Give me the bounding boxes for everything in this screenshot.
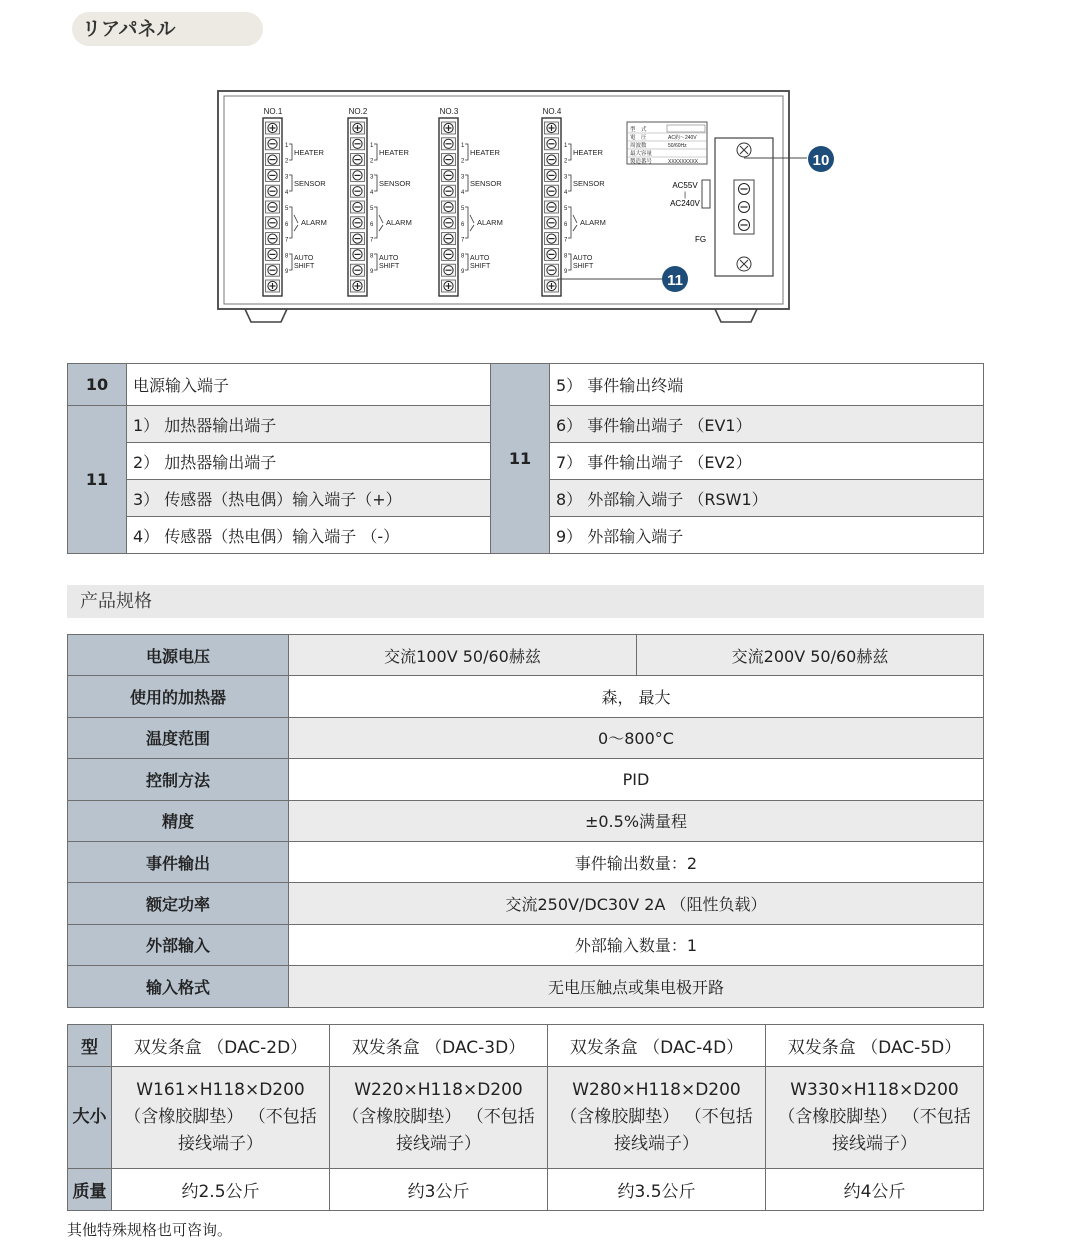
size-note-end: 接线端子） (178, 1134, 263, 1154)
terminal-item-6: 6） 事件输出端子 （EV1） (550, 406, 984, 443)
section-title: リアパネル (72, 12, 263, 46)
voltage-sep: | (684, 192, 686, 199)
spec-value: 事件输出数量：2 (289, 841, 984, 882)
auto-label: AUTO (379, 255, 399, 262)
size-note-end: 接线端子） (614, 1134, 699, 1154)
pin-number: 3 (370, 174, 374, 181)
nameplate-value: AC約～240V (668, 135, 697, 141)
pin-number: 4 (285, 190, 289, 197)
pin-number: 6 (285, 221, 289, 228)
spec-label: 额定功率 (68, 883, 289, 924)
terminal-item-4: 4） 传感器（热电偶）输入端子 （-） (127, 517, 491, 554)
spec-value: 森， 最大 (289, 676, 984, 717)
spec-value: PID (289, 759, 984, 800)
pin-number: 9 (285, 269, 289, 276)
pin-number: 2 (461, 158, 465, 165)
pin-number: 5 (370, 206, 374, 212)
pin-number: 1 (461, 142, 465, 149)
model-mass-label: 质量 (68, 1169, 112, 1211)
pin-number: 3 (564, 174, 568, 181)
size-dims: W220×H118×D200 (354, 1080, 523, 1100)
heater-label: HEATER (294, 148, 324, 157)
power-terminal-block (715, 138, 773, 276)
auto-label: AUTO (470, 255, 490, 262)
pin-number: 6 (564, 221, 568, 228)
rear-panel-diagram (215, 88, 845, 328)
size-note: （含橡胶脚垫） （不包括 (560, 1107, 753, 1127)
voltage-bottom: AC240V (670, 199, 700, 208)
pin-number: 7 (564, 237, 568, 244)
spec-value: 交流200V 50/60赫兹 (637, 635, 984, 676)
shift-label: SHIFT (573, 263, 594, 270)
pin-number: 6 (370, 221, 374, 228)
fg-label: FG (695, 235, 707, 244)
spec-value: 无电压触点或集电极开路 (289, 966, 984, 1007)
heater-label: HEATER (470, 148, 500, 157)
model-name: 双发条盒 （DAC-2D） (112, 1025, 330, 1067)
spec-label: 事件输出 (68, 841, 289, 882)
model-table (67, 1024, 984, 1211)
terminal-item-8: 8） 外部输入端子 （RSW1） (550, 480, 984, 517)
terminal-item-1: 1） 加热器输出端子 (127, 406, 491, 443)
terminal-item-2: 2） 加热器输出端子 (127, 443, 491, 480)
spec-table (67, 634, 984, 1008)
spec-label: 温度范围 (68, 717, 289, 758)
terminal-item-5: 5） 事件输出终端 (550, 364, 984, 406)
channel-label: NO.4 (542, 107, 562, 116)
heater-label: HEATER (379, 148, 409, 157)
model-mass: 约3公斤 (330, 1169, 548, 1211)
spec-section-title: 产品规格 (67, 585, 984, 618)
pin-number: 9 (370, 269, 374, 276)
nameplate-field: 電 圧 (630, 135, 647, 141)
nameplate-value: XXXXXXXXX (668, 159, 699, 165)
alarm-label: ALARM (301, 218, 327, 227)
spec-label: 控制方法 (68, 759, 289, 800)
footnote: 其他特殊规格也可咨询。 (67, 1221, 233, 1239)
model-size (548, 1067, 766, 1169)
alarm-label: ALARM (386, 218, 412, 227)
spec-value: 外部输入数量：1 (289, 924, 984, 965)
terminal-group-number-left: 11 (68, 406, 127, 554)
model-type-label: 型 (68, 1025, 112, 1067)
size-note: （含橡胶脚垫） （不包括 (778, 1107, 971, 1127)
model-name: 双发条盒 （DAC-3D） (330, 1025, 548, 1067)
pin-number: 2 (564, 158, 568, 165)
model-mass: 约4公斤 (766, 1169, 984, 1211)
model-name: 双发条盒 （DAC-4D） (548, 1025, 766, 1067)
nameplate (627, 122, 707, 165)
pin-number: 5 (564, 206, 568, 212)
model-name: 双发条盒 （DAC-5D） (766, 1025, 984, 1067)
model-size (330, 1067, 548, 1169)
pin-number: 8 (285, 253, 289, 260)
spec-value: ±0.5%满量程 (289, 800, 984, 841)
nameplate-field: 製造番号 (630, 159, 653, 165)
pin-number: 6 (461, 221, 465, 228)
size-note: （含橡胶脚垫） （不包括 (124, 1107, 317, 1127)
size-note-end: 接线端子） (396, 1134, 481, 1154)
power-terminal-label: 电源输入端子 (127, 364, 491, 406)
spec-label: 电源电压 (68, 635, 289, 676)
pin-number: 3 (285, 174, 289, 181)
model-size (112, 1067, 330, 1169)
pin-number: 5 (285, 206, 289, 212)
pin-number: 1 (370, 142, 374, 149)
heater-label: HEATER (573, 148, 603, 157)
pin-number: 2 (285, 158, 289, 165)
channel-label: NO.2 (348, 107, 368, 116)
model-mass: 约3.5公斤 (548, 1169, 766, 1211)
spec-value: 交流100V 50/60赫兹 (289, 635, 637, 676)
pin-number: 8 (370, 253, 374, 260)
pin-number: 1 (285, 142, 289, 149)
model-size-label: 大小 (68, 1067, 112, 1169)
spec-label: 使用的加热器 (68, 676, 289, 717)
pin-number: 1 (564, 142, 568, 149)
spec-value: 交流250V/DC30V 2A （阻性负载） (289, 883, 984, 924)
spec-value: 0～800°C (289, 717, 984, 758)
spec-label: 输入格式 (68, 966, 289, 1007)
sensor-label: SENSOR (573, 179, 605, 188)
pin-number: 4 (564, 190, 568, 197)
pin-number: 7 (285, 237, 289, 244)
pin-number: 3 (461, 174, 465, 181)
pin-number: 5 (461, 206, 465, 212)
pin-number: 4 (370, 190, 374, 197)
nameplate-field: 最大容量 (630, 151, 653, 157)
terminal-item-3: 3） 传感器（热电偶）输入端子（+） (127, 480, 491, 517)
size-dims: W280×H118×D200 (572, 1080, 741, 1100)
terminal-table (67, 363, 984, 554)
pin-number: 7 (461, 237, 465, 244)
auto-label: AUTO (573, 255, 593, 262)
shift-label: SHIFT (470, 263, 491, 270)
spec-label: 精度 (68, 800, 289, 841)
nameplate-field: 周波数 (630, 143, 647, 149)
size-dims: W161×H118×D200 (136, 1080, 305, 1100)
pin-number: 4 (461, 190, 465, 197)
terminal-group-number: 11 (491, 364, 550, 554)
sensor-label: SENSOR (470, 179, 502, 188)
terminal-item-7: 7） 事件输出端子 （EV2） (550, 443, 984, 480)
size-note-end: 接线端子） (832, 1134, 917, 1154)
callout-10-number: 10 (812, 152, 830, 169)
auto-label: AUTO (294, 255, 314, 262)
size-dims: W330×H118×D200 (790, 1080, 959, 1100)
channel-label: NO.3 (439, 107, 459, 116)
spec-label: 外部输入 (68, 924, 289, 965)
pin-number: 8 (461, 253, 465, 260)
pin-number: 8 (564, 253, 568, 260)
power-terminal-number: 10 (68, 364, 127, 406)
shift-label: SHIFT (379, 263, 400, 270)
model-mass: 约2.5公斤 (112, 1169, 330, 1211)
pin-number: 9 (564, 269, 568, 276)
pin-number: 2 (370, 158, 374, 165)
shift-label: SHIFT (294, 263, 315, 270)
model-size (766, 1067, 984, 1169)
nameplate-value: 50/60Hz (668, 143, 687, 149)
pin-number: 9 (461, 269, 465, 276)
voltage-top: AC55V (672, 181, 698, 190)
callout-11-number: 11 (667, 272, 683, 289)
sensor-label: SENSOR (294, 179, 326, 188)
nameplate-field: 型 式 (630, 127, 647, 133)
alarm-label: ALARM (477, 218, 503, 227)
size-note: （含橡胶脚垫） （不包括 (342, 1107, 535, 1127)
pin-number: 7 (370, 237, 374, 244)
alarm-label: ALARM (580, 218, 606, 227)
sensor-label: SENSOR (379, 179, 411, 188)
terminal-item-9: 9） 外部输入端子 (550, 517, 984, 554)
channel-label: NO.1 (263, 107, 283, 116)
